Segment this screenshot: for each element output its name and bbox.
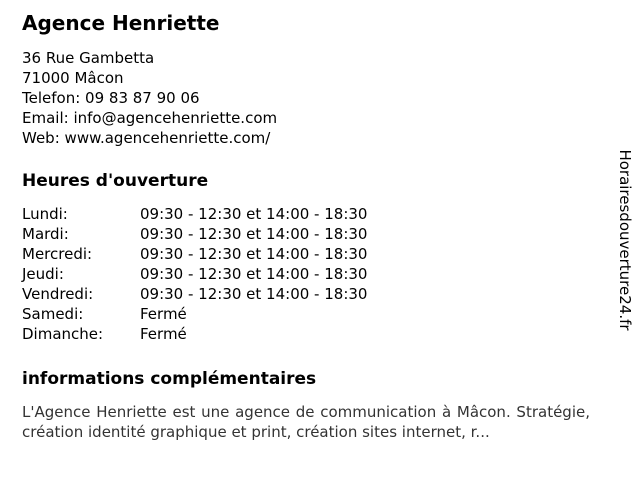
hours-value: 09:30 - 12:30 et 14:00 - 18:30: [140, 205, 368, 223]
phone-value: 09 83 87 90 06: [85, 89, 200, 107]
hours-value: Fermé: [140, 305, 187, 323]
day-label: Mardi:: [22, 225, 69, 243]
address-city: 71000 Mâcon: [22, 69, 124, 87]
contact-info: [22, 48, 595, 148]
day-label: Jeudi:: [22, 265, 64, 283]
hours-row-thursday: [22, 264, 595, 284]
hours-heading: Heures d'ouverture: [22, 171, 209, 191]
day-label: Dimanche:: [22, 325, 104, 343]
email-line: [22, 108, 595, 128]
day-label: Mercredi:: [22, 245, 93, 263]
email-value: info@agencehenriette.com: [73, 109, 278, 127]
hours-row-saturday: [22, 304, 595, 324]
hours-row-friday: [22, 284, 595, 304]
hours-value: Fermé: [140, 325, 187, 343]
day-label: Vendredi:: [22, 285, 94, 303]
hours-row-wednesday: [22, 244, 595, 264]
additional-info-heading: informations complémentaires: [22, 369, 317, 389]
web-label: Web:: [22, 129, 60, 147]
email-label: Email:: [22, 109, 69, 127]
hours-value: 09:30 - 12:30 et 14:00 - 18:30: [140, 285, 368, 303]
hours-value: 09:30 - 12:30 et 14:00 - 18:30: [140, 225, 368, 243]
address-street: 36 Rue Gambetta: [22, 49, 155, 67]
business-description: L'Agence Henriette est une agence de communication à Mâcon. Stratégie, création identité graphique et print, création sites internet, r...: [22, 403, 590, 441]
hours-row-tuesday: [22, 224, 595, 244]
watermark-vertical-text: Horairesdouverture24.fr: [616, 149, 634, 331]
hours-value: 09:30 - 12:30 et 14:00 - 18:30: [140, 245, 368, 263]
page-title: Agence Henriette: [22, 11, 220, 35]
hours-row-sunday: [22, 324, 595, 344]
hours-value: 09:30 - 12:30 et 14:00 - 18:30: [140, 265, 368, 283]
opening-hours-table: [22, 204, 595, 344]
phone-label: Telefon:: [22, 89, 81, 107]
hours-row-monday: [22, 204, 595, 224]
day-label: Samedi:: [22, 305, 84, 323]
web-line: [22, 128, 595, 148]
day-label: Lundi:: [22, 205, 68, 223]
web-value: www.agencehenriette.com/: [64, 129, 271, 147]
phone-line: [22, 88, 595, 108]
